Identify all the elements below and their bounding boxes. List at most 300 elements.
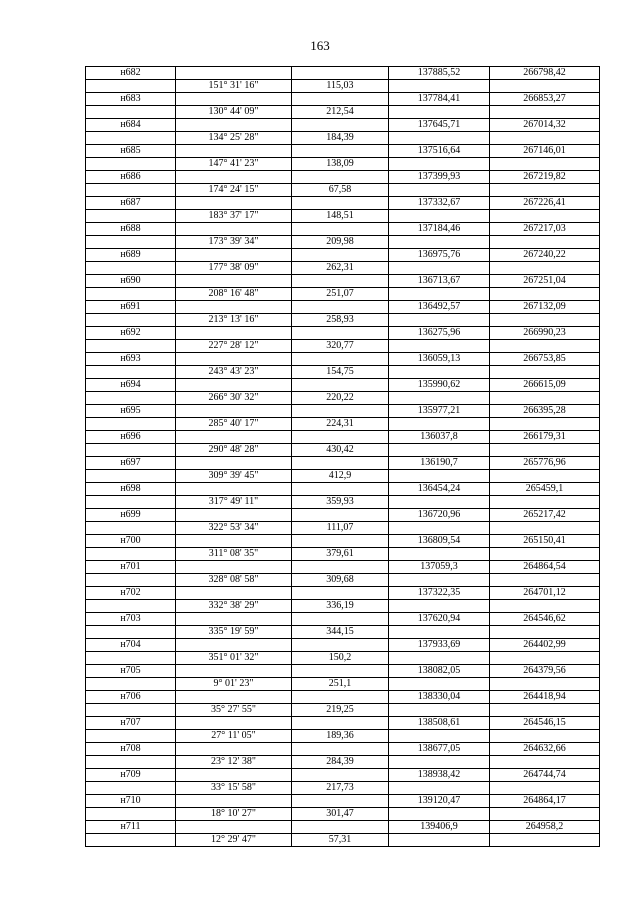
empty-cell [176, 197, 292, 210]
empty-cell [490, 444, 600, 457]
y-coordinate-cell: 267251,04 [490, 275, 600, 288]
empty-cell [86, 106, 176, 119]
empty-cell [176, 457, 292, 470]
segment-length-cell: 258,93 [292, 314, 389, 327]
x-coordinate-cell: 137784,41 [389, 93, 490, 106]
empty-cell [490, 418, 600, 431]
segment-length-cell: 57,31 [292, 834, 389, 847]
empty-cell [86, 626, 176, 639]
x-coordinate-cell: 136037,8 [389, 431, 490, 444]
y-coordinate-cell: 266615,09 [490, 379, 600, 392]
empty-cell [176, 639, 292, 652]
point-row [86, 743, 600, 756]
empty-cell [292, 795, 389, 808]
direction-angle-cell: 18° 10' 27" [176, 808, 292, 821]
y-coordinate-cell: 266853,27 [490, 93, 600, 106]
point-name-cell: н703 [86, 613, 176, 626]
segment-length-cell: 430,42 [292, 444, 389, 457]
y-coordinate-cell: 265150,41 [490, 535, 600, 548]
segment-length-cell: 251,1 [292, 678, 389, 691]
point-row [86, 119, 600, 132]
empty-cell [176, 691, 292, 704]
segment-row [86, 106, 600, 119]
empty-cell [490, 626, 600, 639]
empty-cell [176, 743, 292, 756]
empty-cell [490, 574, 600, 587]
y-coordinate-cell: 265217,42 [490, 509, 600, 522]
empty-cell [389, 548, 490, 561]
x-coordinate-cell: 136492,57 [389, 301, 490, 314]
y-coordinate-cell: 267146,01 [490, 145, 600, 158]
direction-angle-cell: 328° 08' 58" [176, 574, 292, 587]
direction-angle-cell: 174° 24' 15" [176, 184, 292, 197]
y-coordinate-cell: 264864,17 [490, 795, 600, 808]
x-coordinate-cell: 136713,67 [389, 275, 490, 288]
empty-cell [176, 535, 292, 548]
segment-length-cell: 219,25 [292, 704, 389, 717]
segment-length-cell: 184,39 [292, 132, 389, 145]
point-name-cell: н687 [86, 197, 176, 210]
empty-cell [389, 236, 490, 249]
empty-cell [86, 808, 176, 821]
x-coordinate-cell: 137332,67 [389, 197, 490, 210]
empty-cell [292, 483, 389, 496]
direction-angle-cell: 290° 48' 28" [176, 444, 292, 457]
empty-cell [490, 184, 600, 197]
empty-cell [86, 652, 176, 665]
x-coordinate-cell: 138508,61 [389, 717, 490, 730]
empty-cell [490, 808, 600, 821]
empty-cell [389, 470, 490, 483]
empty-cell [86, 704, 176, 717]
segment-length-cell: 111,07 [292, 522, 389, 535]
direction-angle-cell: 134° 25' 28" [176, 132, 292, 145]
empty-cell [86, 496, 176, 509]
segment-row [86, 288, 600, 301]
empty-cell [292, 457, 389, 470]
segment-row [86, 678, 600, 691]
y-coordinate-cell: 264546,62 [490, 613, 600, 626]
empty-cell [292, 327, 389, 340]
empty-cell [86, 730, 176, 743]
direction-angle-cell: 33° 15' 58" [176, 782, 292, 795]
empty-cell [86, 236, 176, 249]
empty-cell [176, 249, 292, 262]
segment-row [86, 366, 600, 379]
y-coordinate-cell: 267217,03 [490, 223, 600, 236]
point-name-cell: н696 [86, 431, 176, 444]
segment-row [86, 470, 600, 483]
segment-row [86, 340, 600, 353]
segment-length-cell: 344,15 [292, 626, 389, 639]
empty-cell [389, 652, 490, 665]
segment-length-cell: 224,31 [292, 418, 389, 431]
empty-cell [176, 587, 292, 600]
point-name-cell: н711 [86, 821, 176, 834]
y-coordinate-cell: 264864,54 [490, 561, 600, 574]
empty-cell [389, 496, 490, 509]
empty-cell [389, 314, 490, 327]
empty-cell [86, 470, 176, 483]
direction-angle-cell: 351° 01' 32" [176, 652, 292, 665]
empty-cell [86, 418, 176, 431]
direction-angle-cell: 213° 13' 16" [176, 314, 292, 327]
empty-cell [86, 80, 176, 93]
y-coordinate-cell: 265459,1 [490, 483, 600, 496]
point-row [86, 379, 600, 392]
point-row [86, 405, 600, 418]
direction-angle-cell: 35° 27' 55" [176, 704, 292, 717]
empty-cell [292, 67, 389, 80]
direction-angle-cell: 227° 28' 12" [176, 340, 292, 353]
empty-cell [292, 821, 389, 834]
segment-length-cell: 189,36 [292, 730, 389, 743]
point-name-cell: н702 [86, 587, 176, 600]
empty-cell [292, 145, 389, 158]
empty-cell [176, 431, 292, 444]
empty-cell [389, 132, 490, 145]
direction-angle-cell: 335° 19' 59" [176, 626, 292, 639]
empty-cell [292, 587, 389, 600]
segment-row [86, 418, 600, 431]
y-coordinate-cell: 264418,94 [490, 691, 600, 704]
segment-row [86, 548, 600, 561]
empty-cell [490, 470, 600, 483]
empty-cell [176, 223, 292, 236]
direction-angle-cell: 23° 12' 38" [176, 756, 292, 769]
y-coordinate-cell: 266179,31 [490, 431, 600, 444]
point-name-cell: н693 [86, 353, 176, 366]
segment-row [86, 392, 600, 405]
empty-cell [490, 730, 600, 743]
y-coordinate-cell: 264958,2 [490, 821, 600, 834]
empty-cell [389, 158, 490, 171]
x-coordinate-cell: 138330,04 [389, 691, 490, 704]
empty-cell [86, 392, 176, 405]
empty-cell [292, 301, 389, 314]
empty-cell [292, 223, 389, 236]
direction-angle-cell: 177° 38' 09" [176, 262, 292, 275]
segment-row [86, 704, 600, 717]
empty-cell [389, 834, 490, 847]
empty-cell [490, 340, 600, 353]
segment-row [86, 210, 600, 223]
segment-row [86, 314, 600, 327]
y-coordinate-cell: 266990,23 [490, 327, 600, 340]
x-coordinate-cell: 137620,94 [389, 613, 490, 626]
y-coordinate-cell: 264701,12 [490, 587, 600, 600]
point-name-cell: н692 [86, 327, 176, 340]
empty-cell [292, 93, 389, 106]
empty-cell [389, 106, 490, 119]
empty-cell [86, 600, 176, 613]
segment-length-cell: 220,22 [292, 392, 389, 405]
segment-row [86, 834, 600, 847]
point-row [86, 665, 600, 678]
direction-angle-cell: 173° 39' 34" [176, 236, 292, 249]
empty-cell [490, 288, 600, 301]
x-coordinate-cell: 137885,52 [389, 67, 490, 80]
empty-cell [292, 171, 389, 184]
empty-cell [176, 353, 292, 366]
coordinates-table [85, 66, 600, 847]
point-name-cell: н701 [86, 561, 176, 574]
empty-cell [86, 678, 176, 691]
point-row [86, 249, 600, 262]
empty-cell [176, 821, 292, 834]
y-coordinate-cell: 264379,56 [490, 665, 600, 678]
point-row [86, 639, 600, 652]
empty-cell [86, 834, 176, 847]
point-name-cell: н705 [86, 665, 176, 678]
empty-cell [292, 405, 389, 418]
direction-angle-cell: 183° 37' 17" [176, 210, 292, 223]
page-number: 163 [310, 38, 330, 53]
empty-cell [389, 678, 490, 691]
segment-row [86, 132, 600, 145]
empty-cell [176, 171, 292, 184]
point-row [86, 821, 600, 834]
empty-cell [490, 782, 600, 795]
point-name-cell: н708 [86, 743, 176, 756]
direction-angle-cell: 151° 31' 16" [176, 80, 292, 93]
empty-cell [490, 704, 600, 717]
y-coordinate-cell: 267240,22 [490, 249, 600, 262]
empty-cell [292, 561, 389, 574]
empty-cell [292, 639, 389, 652]
x-coordinate-cell: 136809,54 [389, 535, 490, 548]
segment-length-cell: 212,54 [292, 106, 389, 119]
empty-cell [292, 743, 389, 756]
point-row [86, 587, 600, 600]
point-row [86, 275, 600, 288]
direction-angle-cell: 332° 38' 29" [176, 600, 292, 613]
empty-cell [176, 665, 292, 678]
empty-cell [292, 691, 389, 704]
x-coordinate-cell: 139406,9 [389, 821, 490, 834]
point-row [86, 171, 600, 184]
empty-cell [86, 340, 176, 353]
x-coordinate-cell: 136275,96 [389, 327, 490, 340]
segment-length-cell: 154,75 [292, 366, 389, 379]
empty-cell [389, 704, 490, 717]
y-coordinate-cell: 264546,15 [490, 717, 600, 730]
point-row [86, 769, 600, 782]
empty-cell [490, 236, 600, 249]
x-coordinate-cell: 138938,42 [389, 769, 490, 782]
segment-length-cell: 262,31 [292, 262, 389, 275]
empty-cell [490, 392, 600, 405]
empty-cell [490, 314, 600, 327]
point-row [86, 145, 600, 158]
empty-cell [490, 834, 600, 847]
point-name-cell: н706 [86, 691, 176, 704]
point-name-cell: н690 [86, 275, 176, 288]
point-name-cell: н682 [86, 67, 176, 80]
segment-row [86, 158, 600, 171]
point-name-cell: н707 [86, 717, 176, 730]
point-row [86, 691, 600, 704]
x-coordinate-cell: 138082,05 [389, 665, 490, 678]
direction-angle-cell: 285° 40' 17" [176, 418, 292, 431]
point-row [86, 613, 600, 626]
empty-cell [389, 366, 490, 379]
empty-cell [490, 548, 600, 561]
x-coordinate-cell: 137516,64 [389, 145, 490, 158]
point-row [86, 93, 600, 106]
empty-cell [389, 418, 490, 431]
empty-cell [490, 262, 600, 275]
x-coordinate-cell: 137645,71 [389, 119, 490, 132]
point-row [86, 301, 600, 314]
empty-cell [490, 366, 600, 379]
empty-cell [389, 444, 490, 457]
direction-angle-cell: 12° 29' 47" [176, 834, 292, 847]
empty-cell [86, 574, 176, 587]
empty-cell [86, 314, 176, 327]
empty-cell [490, 522, 600, 535]
segment-row [86, 184, 600, 197]
segment-length-cell: 359,93 [292, 496, 389, 509]
segment-row [86, 496, 600, 509]
point-row [86, 535, 600, 548]
empty-cell [292, 353, 389, 366]
segment-length-cell: 412,9 [292, 470, 389, 483]
empty-cell [86, 522, 176, 535]
direction-angle-cell: 311° 08' 35" [176, 548, 292, 561]
empty-cell [86, 756, 176, 769]
segment-row [86, 730, 600, 743]
point-row [86, 67, 600, 80]
point-row [86, 353, 600, 366]
empty-cell [292, 665, 389, 678]
empty-cell [176, 379, 292, 392]
point-name-cell: н697 [86, 457, 176, 470]
empty-cell [86, 210, 176, 223]
empty-cell [389, 730, 490, 743]
point-name-cell: н683 [86, 93, 176, 106]
empty-cell [490, 652, 600, 665]
x-coordinate-cell: 137399,93 [389, 171, 490, 184]
empty-cell [490, 132, 600, 145]
empty-cell [86, 548, 176, 561]
segment-length-cell: 379,61 [292, 548, 389, 561]
empty-cell [86, 288, 176, 301]
segment-row [86, 808, 600, 821]
y-coordinate-cell: 267226,41 [490, 197, 600, 210]
point-name-cell: н685 [86, 145, 176, 158]
empty-cell [176, 327, 292, 340]
y-coordinate-cell: 266753,85 [490, 353, 600, 366]
x-coordinate-cell: 136190,7 [389, 457, 490, 470]
empty-cell [176, 561, 292, 574]
empty-cell [176, 405, 292, 418]
empty-cell [389, 808, 490, 821]
segment-row [86, 756, 600, 769]
empty-cell [86, 184, 176, 197]
empty-cell [176, 275, 292, 288]
point-row [86, 327, 600, 340]
x-coordinate-cell: 137933,69 [389, 639, 490, 652]
point-name-cell: н691 [86, 301, 176, 314]
point-name-cell: н695 [86, 405, 176, 418]
empty-cell [86, 366, 176, 379]
segment-length-cell: 284,39 [292, 756, 389, 769]
empty-cell [389, 522, 490, 535]
point-row [86, 795, 600, 808]
segment-row [86, 626, 600, 639]
y-coordinate-cell: 266798,42 [490, 67, 600, 80]
y-coordinate-cell: 267219,82 [490, 171, 600, 184]
x-coordinate-cell: 136454,24 [389, 483, 490, 496]
point-name-cell: н710 [86, 795, 176, 808]
empty-cell [389, 392, 490, 405]
y-coordinate-cell: 264402,99 [490, 639, 600, 652]
empty-cell [389, 600, 490, 613]
segment-row [86, 600, 600, 613]
segment-row [86, 80, 600, 93]
empty-cell [389, 80, 490, 93]
point-row [86, 561, 600, 574]
point-row [86, 431, 600, 444]
x-coordinate-cell: 136059,13 [389, 353, 490, 366]
empty-cell [490, 756, 600, 769]
point-name-cell: н698 [86, 483, 176, 496]
x-coordinate-cell: 138677,05 [389, 743, 490, 756]
y-coordinate-cell: 266395,28 [490, 405, 600, 418]
point-row [86, 197, 600, 210]
y-coordinate-cell: 265776,96 [490, 457, 600, 470]
point-row [86, 457, 600, 470]
empty-cell [389, 288, 490, 301]
table-body [86, 67, 600, 847]
point-name-cell: н688 [86, 223, 176, 236]
segment-length-cell: 150,2 [292, 652, 389, 665]
empty-cell [490, 80, 600, 93]
segment-row [86, 782, 600, 795]
empty-cell [176, 301, 292, 314]
empty-cell [176, 613, 292, 626]
empty-cell [490, 678, 600, 691]
empty-cell [176, 119, 292, 132]
empty-cell [389, 210, 490, 223]
empty-cell [176, 509, 292, 522]
segment-row [86, 652, 600, 665]
x-coordinate-cell: 136720,96 [389, 509, 490, 522]
direction-angle-cell: 317° 49' 11" [176, 496, 292, 509]
x-coordinate-cell: 135990,62 [389, 379, 490, 392]
empty-cell [292, 431, 389, 444]
segment-length-cell: 320,77 [292, 340, 389, 353]
point-name-cell: н699 [86, 509, 176, 522]
empty-cell [292, 197, 389, 210]
segment-length-cell: 67,58 [292, 184, 389, 197]
empty-cell [292, 509, 389, 522]
direction-angle-cell: 309° 39' 45" [176, 470, 292, 483]
segment-length-cell: 309,68 [292, 574, 389, 587]
segment-row [86, 574, 600, 587]
direction-angle-cell: 9° 01' 23" [176, 678, 292, 691]
empty-cell [86, 158, 176, 171]
point-name-cell: н689 [86, 249, 176, 262]
segment-row [86, 262, 600, 275]
point-name-cell: н700 [86, 535, 176, 548]
empty-cell [490, 158, 600, 171]
direction-angle-cell: 208° 16' 48" [176, 288, 292, 301]
x-coordinate-cell: 137059,3 [389, 561, 490, 574]
segment-length-cell: 301,47 [292, 808, 389, 821]
empty-cell [176, 145, 292, 158]
